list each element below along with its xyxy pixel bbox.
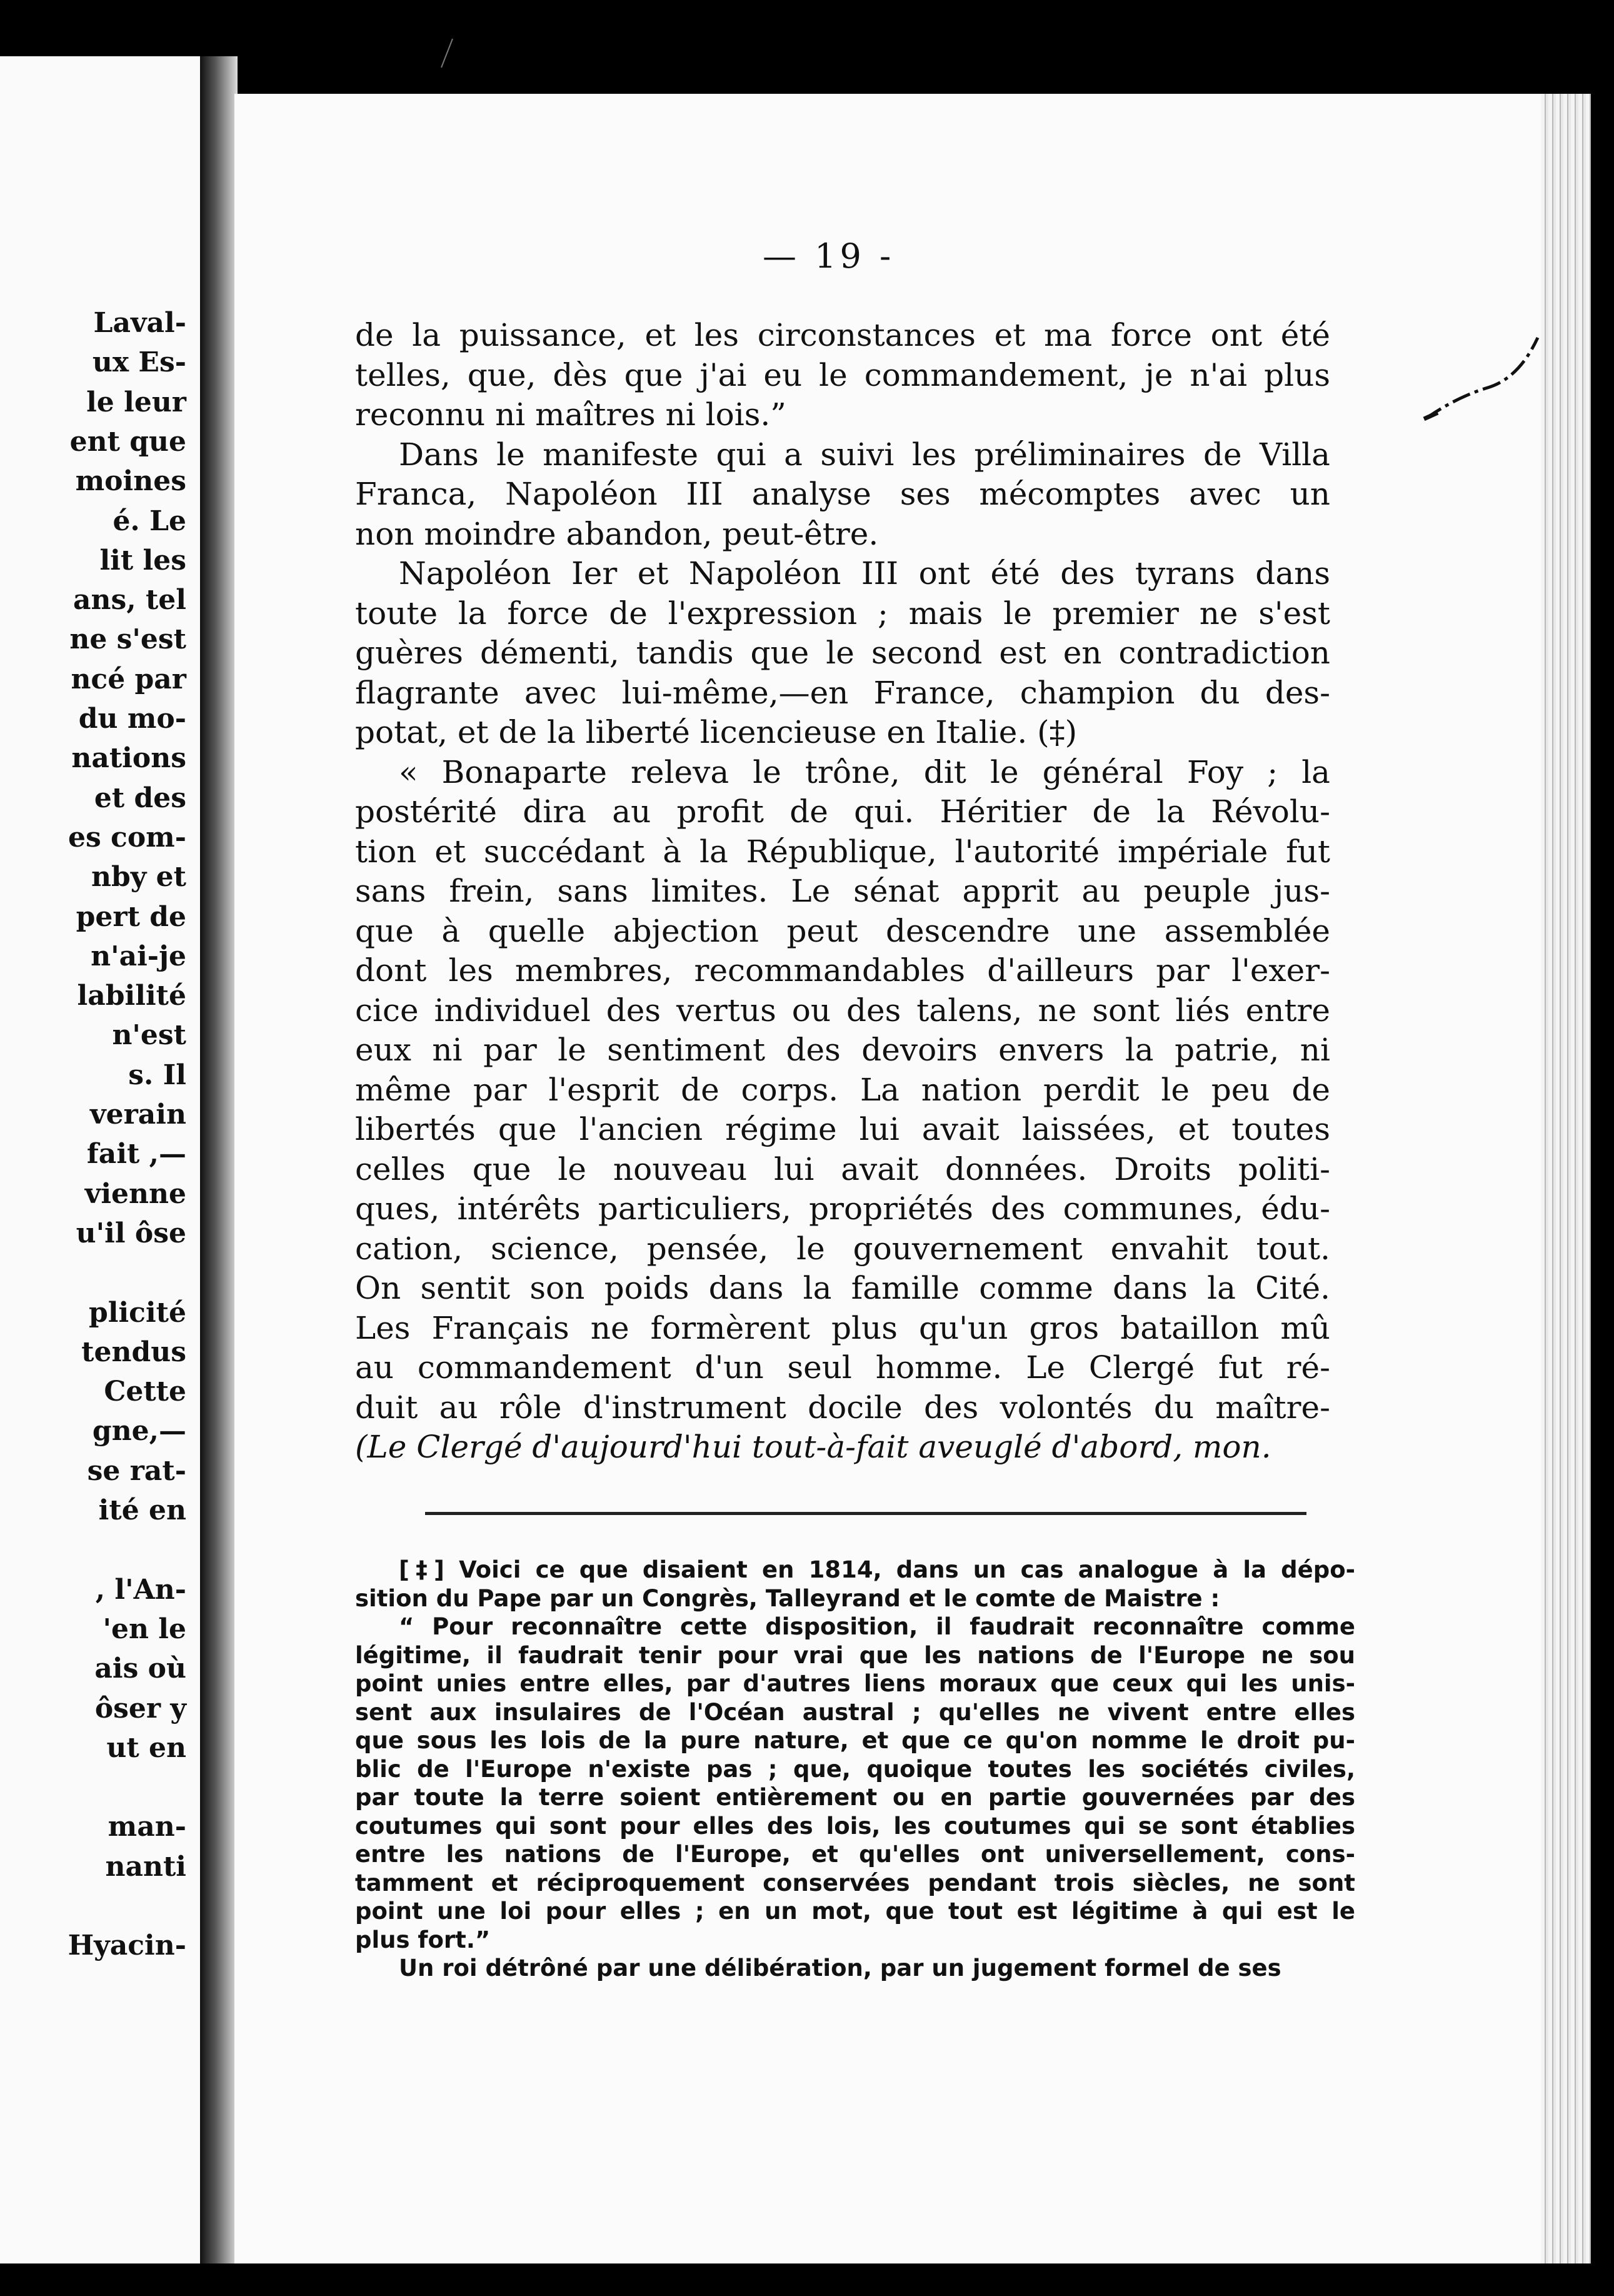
left-fragment-line: nanti: [105, 1850, 186, 1883]
text-line: On sentit son poids dans la famille comme dans la Cité.: [355, 1270, 1330, 1306]
left-fragment-line: ans, tel: [73, 584, 186, 617]
left-fragment-line: pert de: [76, 900, 186, 933]
footnote-line: sition du Pape par un Congrès, Talleyrand et le comte de Maistre :: [355, 1584, 1220, 1612]
text-line: Dans le manifeste qui a suivi les préliminaires de Villa: [399, 436, 1330, 473]
left-fragment-line: ité en: [98, 1494, 186, 1526]
left-fragment-line: ut en: [106, 1731, 186, 1764]
left-fragment-line: Cette: [104, 1376, 186, 1408]
left-fragment-line: moines: [75, 465, 186, 498]
left-fragment-line: nations: [71, 742, 186, 775]
text-line: que à quelle abjection peut descendre une assemblée: [355, 912, 1330, 949]
footnote-line: blic de l'Europe n'existe pas ; que, quoique toutes les sociétés civiles,: [355, 1755, 1355, 1783]
page-edges: [1541, 94, 1591, 2263]
text-line: libertés que l'ancien régime lui avait laissées, et toutes: [355, 1111, 1330, 1147]
text-line: potat, et de la liberté licencieuse en Italie. (‡): [355, 714, 1078, 750]
text-line: telles, que, dès que j'ai eu le commandement, je n'ai plus: [355, 356, 1330, 393]
footnote-line: point une loi pour elles ; en un mot, que tout est légitime à qui est le: [355, 1898, 1355, 1925]
footnote-line: coutumes qui sont pour elles des lois, les coutumes qui se sont établies: [355, 1812, 1355, 1840]
text-line: même par l'esprit de corps. La nation perdit le peu de: [355, 1071, 1330, 1108]
text-line: tion et succédant à la République, l'autorité impériale fut: [355, 833, 1330, 870]
text-line: Franca, Napoléon III analyse ses mécomptes avec un: [355, 476, 1330, 512]
left-fragment-line: man-: [108, 1811, 186, 1843]
left-fragment-line: plicité: [88, 1296, 186, 1329]
pencil-mark: [1419, 325, 1544, 438]
left-fragment-line: s. Il: [128, 1059, 186, 1091]
left-fragment-line: Laval-: [93, 307, 186, 339]
left-fragment-line: vienne: [84, 1177, 186, 1210]
text-line: non moindre abandon, peut-être.: [355, 515, 879, 552]
slash-mark: [438, 38, 456, 69]
left-fragment-line: ncé par: [71, 663, 186, 695]
footnote-line: “ Pour reconnaître cette disposition, il faudrait reconnaître comme: [399, 1613, 1355, 1640]
text-line: cice individuel des vertus ou des talens, ne sont liés entre: [355, 992, 1330, 1029]
left-fragment-line: nby et: [91, 861, 186, 894]
left-fragment-line: n'est: [112, 1019, 186, 1052]
left-fragment-line: fait ,—: [86, 1138, 186, 1171]
text-line: au commandement d'un seul homme. Le Clergé fut ré-: [355, 1349, 1330, 1386]
footnote-line: légitime, il faudrait tenir pour vrai que les nations de l'Europe ne sou: [355, 1641, 1355, 1669]
page-number: — 19 -: [763, 236, 895, 276]
footnote-line: [‡] Voici ce que disaient en 1814, dans un cas analogue à la dépo-: [399, 1556, 1355, 1583]
text-line: sans frein, sans limites. Le sénat apprit au peuple jus-: [355, 873, 1330, 909]
text-line: (Le Clergé d'aujourd'hui tout-à-fait aveuglé d'abord, mon.: [355, 1429, 1271, 1465]
text-line: Les Français ne formèrent plus qu'un gros bataillon mû: [355, 1309, 1330, 1346]
left-fragment-line: gne,—: [92, 1415, 186, 1448]
left-fragment-line: du mo-: [78, 703, 186, 735]
text-line: toute la force de l'expression ; mais le premier ne s'est: [355, 595, 1330, 632]
left-fragment-line: ent que: [69, 425, 186, 458]
left-fragment-line: tendus: [81, 1336, 186, 1368]
left-fragment-line: lit les: [99, 544, 186, 577]
footnote-line: entre les nations de l'Europe, et qu'elles ont universellement, cons-: [355, 1841, 1355, 1868]
text-line: dont les membres, recommandables d'ailleurs par l'exer-: [355, 952, 1330, 989]
text-line: Napoléon Ier et Napoléon III ont été des tyrans dans: [399, 555, 1330, 592]
footnote-line: plus fort.”: [355, 1926, 491, 1953]
left-fragment-line: n'ai-je: [91, 940, 186, 972]
left-fragment-line: ais où: [94, 1653, 186, 1685]
left-fragment-line: Hyacin-: [68, 1930, 186, 1962]
footnote-line: point unies entre elles, par d'autres liens moraux que ceux qui les unis-: [355, 1670, 1355, 1697]
left-fragment-line: es com-: [68, 821, 186, 853]
text-line: flagrante avec lui-même,—en France, champion du des-: [355, 674, 1330, 711]
text-line: reconnu ni maîtres ni lois.”: [355, 396, 786, 433]
left-fragment-line: é. Le: [113, 505, 186, 537]
text-line: cation, science, pensée, le gouvernement envahit tout.: [355, 1230, 1330, 1267]
text-line: ques, intérêts particuliers, propriétés des communes, édu-: [355, 1191, 1330, 1227]
text-line: de la puissance, et les circonstances et ma force ont été: [355, 317, 1330, 353]
text-line: celles que le nouveau lui avait données. Droits politi-: [355, 1151, 1330, 1187]
text-line: postérité dira au profit de qui. Héritier de la Révolu-: [355, 793, 1330, 830]
left-fragment-line: 'en le: [103, 1613, 186, 1645]
left-fragment-line: et des: [94, 782, 186, 814]
footnote-line: Un roi détrôné par une délibération, par un jugement formel de ses: [399, 1955, 1281, 1981]
footnote-line: tamment et réciproquement conservées pendant trois siècles, ne sont: [355, 1869, 1355, 1896]
text-line: duit au rôle d'instrument docile des volontés du maître-: [355, 1389, 1330, 1426]
left-fragment-line: se rat-: [87, 1454, 186, 1487]
footnote-line: sent aux insulaires de l'Océan austral ; qu'elles ne vivent entre elles: [355, 1698, 1355, 1726]
footnote-rule: [425, 1512, 1306, 1515]
footnote: [355, 1556, 1355, 1983]
left-fragment-line: ux Es-: [92, 346, 186, 379]
left-fragment-line: u'il ôse: [76, 1217, 186, 1249]
text-line: eux ni par le sentiment des devoirs envers la patrie, ni: [355, 1032, 1330, 1068]
left-page-fragment: [0, 56, 203, 2263]
left-fragment-line: , l'An-: [95, 1573, 186, 1606]
left-fragment-line: le leur: [86, 386, 186, 418]
footnote-line: par toute la terre soient entièrement ou en partie gouvernées par des: [355, 1784, 1355, 1811]
book-gutter: [200, 56, 238, 2263]
main-text: [355, 316, 1330, 1468]
left-fragment-line: verain: [90, 1099, 186, 1130]
footnote-line: que sous les lois de la pure nature, et que ce qu'on nomme le droit pu-: [355, 1727, 1355, 1754]
text-line: guères démenti, tandis que le second est en contradiction: [355, 635, 1330, 671]
left-fragment-line: ne s'est: [69, 623, 186, 656]
left-fragment-line: labilité: [77, 980, 186, 1012]
text-line: « Bonaparte releva le trône, dit le général Foy ; la: [399, 753, 1330, 790]
left-fragment-line: ôser y: [94, 1692, 186, 1725]
